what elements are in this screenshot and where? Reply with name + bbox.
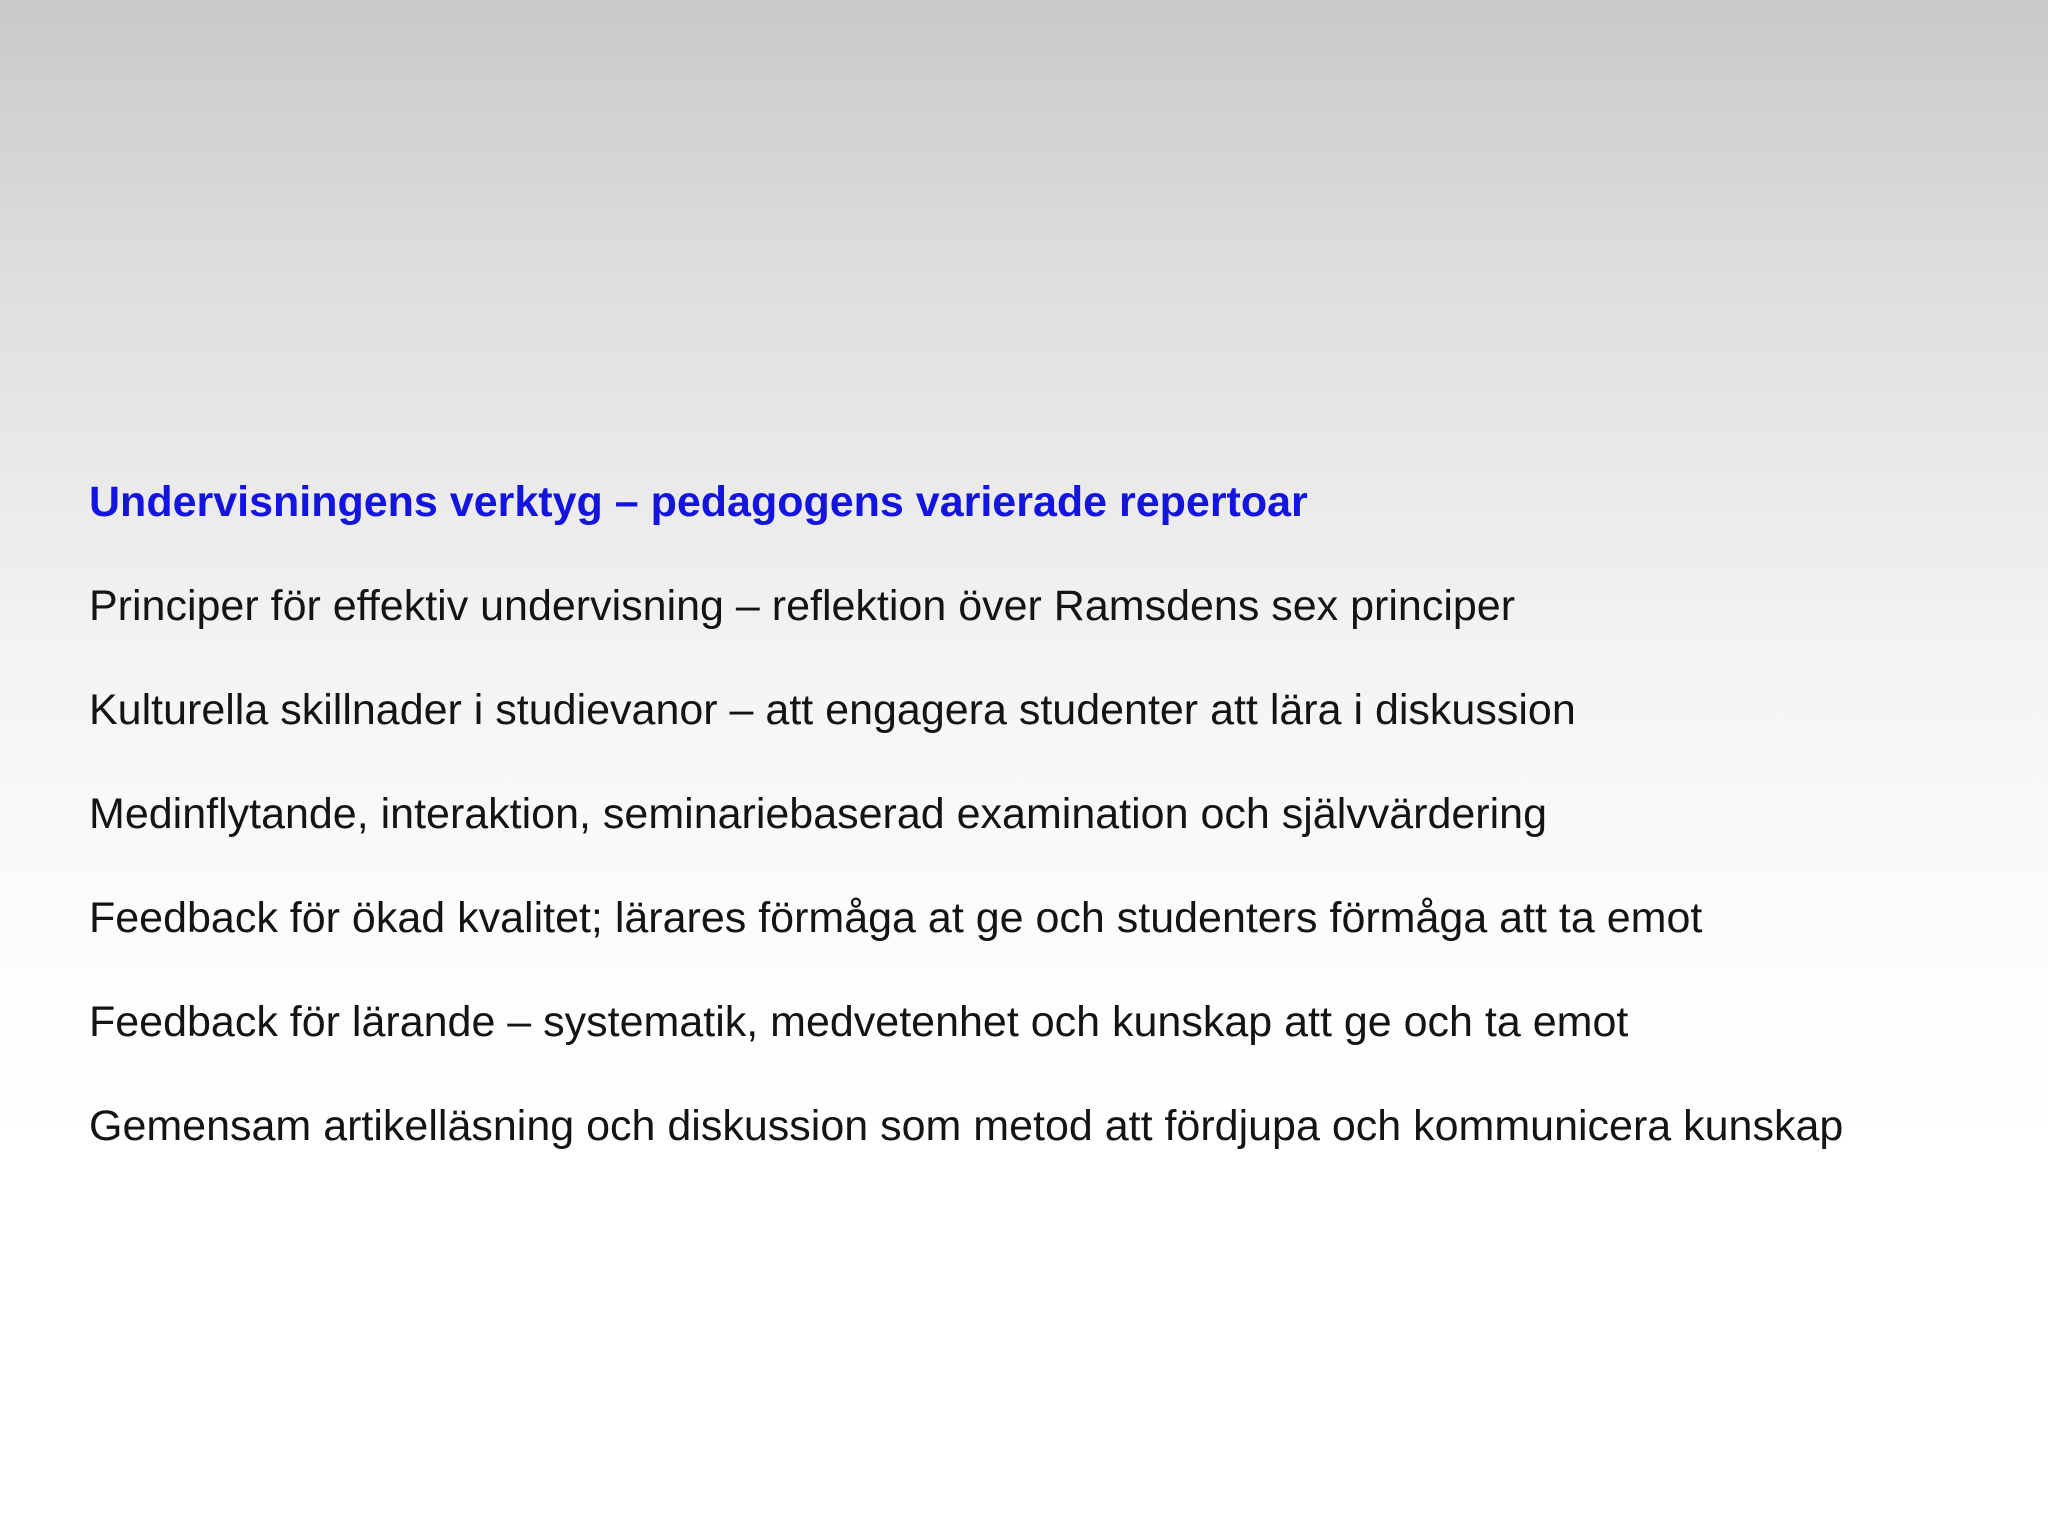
text-line: Medinflytande, interaktion, seminariebaserad examination och självvärdering [89, 790, 1548, 838]
text-line: Kulturella skillnader i studievanor – att engagera studenter att lära i diskussion [89, 686, 1576, 734]
text-line: Principer för effektiv undervisning – reflektion över Ramsdens sex principer [89, 582, 1516, 630]
text-line: Gemensam artikelläsning och diskussion som metod att fördjupa och kommunicera kunskap [89, 1102, 1844, 1150]
text-line: Feedback för lärande – systematik, medvetenhet och kunskap att ge och ta emot [89, 998, 1629, 1046]
text-line: Feedback för ökad kvalitet; lärares förmåga at ge och studenters förmåga att ta emot [89, 894, 1703, 942]
slide-content [89, 476, 2029, 1152]
slide-heading: Undervisningens verktyg – pedagogens varierade repertoar [89, 478, 1308, 526]
